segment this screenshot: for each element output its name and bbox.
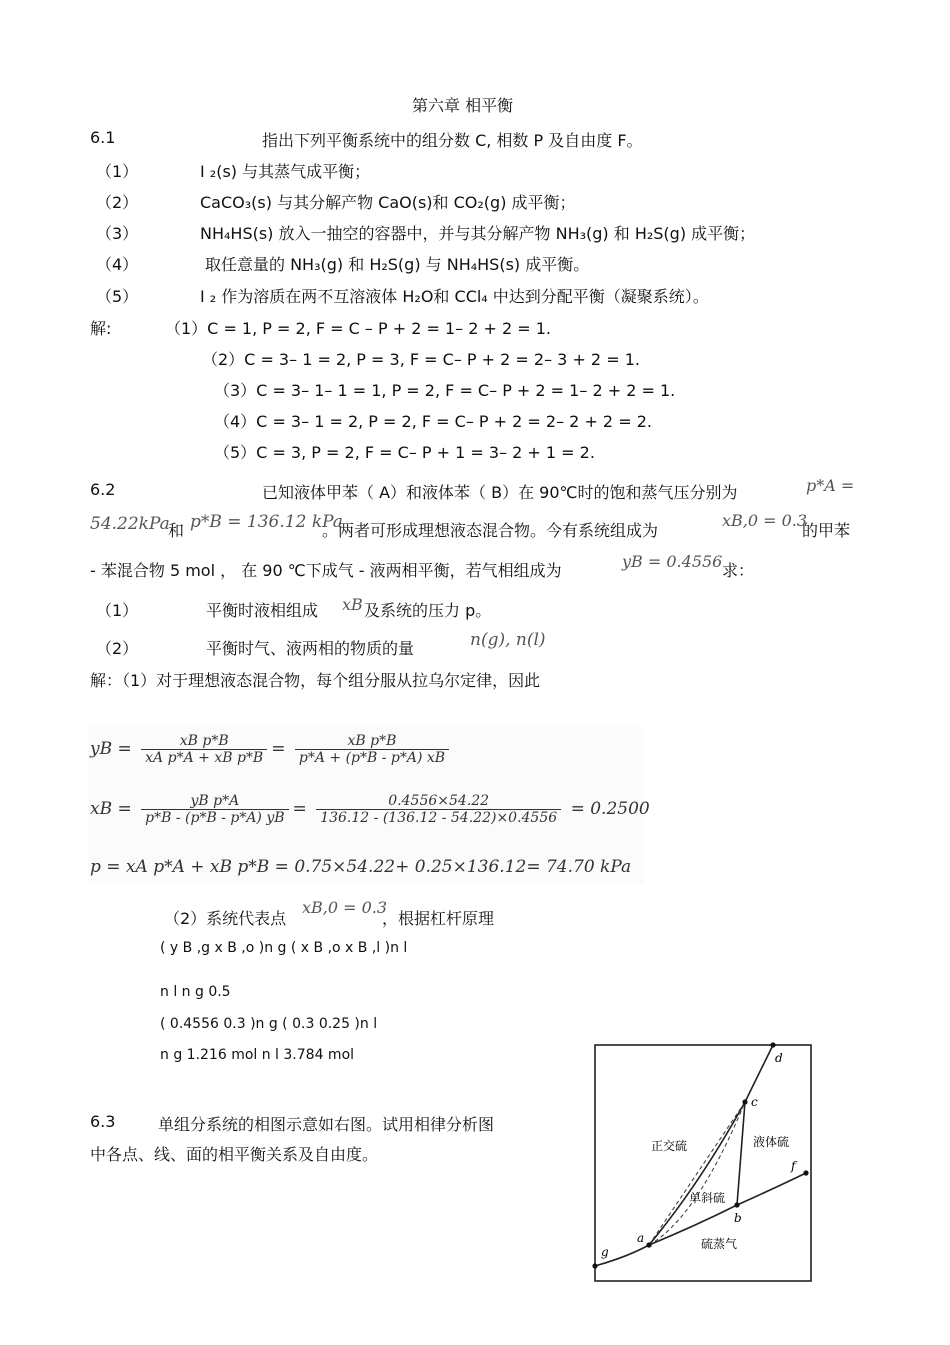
sub-label: （2）: [96, 639, 139, 658]
region-vapor: 硫蒸气: [701, 1237, 738, 1251]
fraction: [295, 733, 449, 766]
problem-6-1-question: 指出下列平衡系统中的组分数 C, 相数 P 及自由度 F。: [262, 131, 643, 150]
pA-value: 54.22kPa: [90, 514, 170, 534]
point-a: [646, 1242, 651, 1247]
xB-symbol: xB: [342, 595, 363, 614]
item-label: （2）: [96, 193, 139, 212]
equation-xB: xB = $\frac{\text{yB p*A}}{p*B - (p*B - p*A) yB}$ = $\frac{0.4556\times 54.22}{136.12 - (136.12 - 54.22)\times 0.4556}$ = 0.2500: [90, 793, 650, 826]
numerator: xB p*B: [295, 733, 449, 750]
equation-block: [88, 727, 650, 883]
label-c: c: [751, 1095, 758, 1109]
equation-yB: yB = $\frac{\text{xB p*B}}{\text{xA p*A + xB p*B}}$ = $\frac{\text{xB p*B}}{p*A + (p*B - p*A) xB}$: [90, 733, 453, 766]
and-text: 和: [168, 521, 185, 540]
label-g: g: [601, 1245, 609, 1259]
problem-number-6-1: 6.1: [90, 128, 116, 147]
label-f: f: [791, 1159, 796, 1173]
lever-equation: ( 0.4556 0.3 )n g ( 0.3 0.25 )n l: [160, 1016, 378, 1032]
solution-line: （2）C = 3– 1 = 2, P = 3, F = C– P + 2 = 2– 3 + 2 = 1.: [202, 350, 640, 369]
denominator: xA p*A + xB p*B: [145, 750, 264, 766]
n-symbols: n(g), n(l): [470, 630, 546, 650]
eq-lhs: xB =: [90, 799, 132, 819]
region-orthorhombic: 正交硫: [651, 1139, 688, 1153]
problem-6-2-line2: 。两者可形成理想液态混合物。今有系统组成为: [322, 521, 659, 540]
item-label: （5）: [96, 287, 139, 306]
problem-number-6-3: 6.3: [90, 1112, 116, 1131]
problem-number-6-2: 6.2: [90, 480, 116, 499]
eq-result: = 0.2500: [570, 799, 650, 819]
point-b: [734, 1202, 739, 1207]
item-text: NH₄HS(s) 放入一抽空的容器中，并与其分解产物 NH₃(g) 和 H₂S(g) 成平衡；: [200, 224, 756, 243]
xB0-symbol: xB,0 = 0.3: [302, 898, 388, 917]
problem-6-2-line3b: 求：: [722, 561, 755, 580]
xB0-symbol: xB,0 = 0.3: [722, 511, 808, 530]
phase-diagram: [577, 1040, 815, 1285]
item-text: I ₂(s) 与其蒸气成平衡；: [200, 162, 371, 181]
solution-line: （3）C = 3– 1– 1 = 1, P = 2, F = C– P + 2 = 1– 2 + 2 = 1.: [214, 381, 676, 400]
item-text: I ₂ 作为溶质在两不互溶液体 H₂O和 CCl₄ 中达到分配平衡（凝聚系统）。: [200, 287, 709, 306]
solution2-text-b: ，根据杠杆原理: [382, 909, 495, 928]
sub1-text: 平衡时液相组成: [206, 601, 319, 620]
numerator: 0.4556×54.22: [316, 793, 561, 810]
solution2-text: （2）系统代表点: [164, 909, 287, 928]
pB-expression: p*B = 136.12 kPa: [190, 512, 343, 532]
label-d: d: [775, 1051, 783, 1065]
solution-line: （4）C = 3– 1 = 2, P = 2, F = C– P + 2 = 2– 2 + 2 = 2.: [214, 412, 652, 431]
point-c: [742, 1099, 747, 1104]
equation-p: p = xA p*A + xB p*B = 0.75×54.22+ 0.25×136.12= 74.70 kPa: [90, 857, 632, 877]
numerator: xB p*B: [141, 733, 267, 750]
denominator: p*A + (p*B - p*A) xB: [298, 750, 446, 766]
item-label: （3）: [96, 224, 139, 243]
region-liquid: 液体硫: [753, 1135, 790, 1149]
sub1-text-b: 及系统的压力 p。: [364, 601, 492, 620]
chapter-title: 第六章 相平衡: [412, 96, 514, 115]
fraction: [141, 793, 288, 826]
item-text: CaCO₃(s) 与其分解产物 CaO(s)和 CO₂(g) 成平衡；: [200, 193, 576, 212]
yB-symbol: yB = 0.4556: [622, 552, 723, 571]
lever-equation: ( y B ,g x B ,o )n g ( x B ,o x B ,l )n l: [160, 940, 408, 956]
point-g: [592, 1263, 597, 1268]
solution-label: 解:: [90, 319, 112, 338]
problem-6-2-line1: 已知液体甲苯（ A）和液体苯（ B）在 90℃时的饱和蒸气压分别为: [262, 483, 738, 502]
denominator: p*B - (p*B - p*A) yB: [145, 810, 285, 826]
problem-6-3-line2: 中各点、线、面的相平衡关系及自由度。: [90, 1145, 379, 1164]
phase-diagram-svg: [577, 1040, 815, 1285]
item-label: （1）: [96, 162, 139, 181]
denominator: 136.12 - (136.12 - 54.22)×0.4556: [320, 810, 558, 826]
item-text: 取任意量的 NH₃(g) 和 H₂S(g) 与 NH₄HS(s) 成平衡。: [205, 255, 590, 274]
label-a: a: [637, 1231, 645, 1245]
fraction: [141, 733, 267, 766]
problem-6-3-line1: 单组分系统的相图示意如右图。试用相律分析图: [158, 1115, 495, 1134]
problem-6-2-line3: - 苯混合物 5 mol ， 在 90 ℃下成气 - 液两相平衡，若气相组成为: [90, 561, 562, 580]
point-d: [770, 1042, 775, 1047]
pA-symbol: p*A =: [806, 476, 855, 495]
region-monoclinic: 单斜硫: [689, 1191, 726, 1205]
item-label: （4）: [96, 255, 139, 274]
solution-line: （1）C = 1, P = 2, F = C – P + 2 = 1– 2 + 2 = 1.: [165, 319, 552, 338]
problem-6-2-line2b: 的甲苯: [802, 521, 851, 540]
point-f: [803, 1170, 808, 1175]
solution-intro: 解：（1）对于理想液态混合物，每个组分服从拉乌尔定律，因此: [90, 671, 541, 690]
eq-lhs: yB =: [90, 739, 132, 759]
lever-equation: n g 1.216 mol n l 3.784 mol: [160, 1047, 355, 1063]
sub-label: （1）: [96, 601, 139, 620]
fraction: [316, 793, 561, 826]
sub2-text: 平衡时气、液两相的物质的量: [206, 639, 415, 658]
label-b: b: [734, 1211, 742, 1225]
numerator: yB p*A: [141, 793, 288, 810]
lever-equation: n l n g 0.5: [160, 984, 231, 1000]
solution-line: （5）C = 3, P = 2, F = C– P + 1 = 3– 2 + 1 = 2.: [214, 443, 595, 462]
